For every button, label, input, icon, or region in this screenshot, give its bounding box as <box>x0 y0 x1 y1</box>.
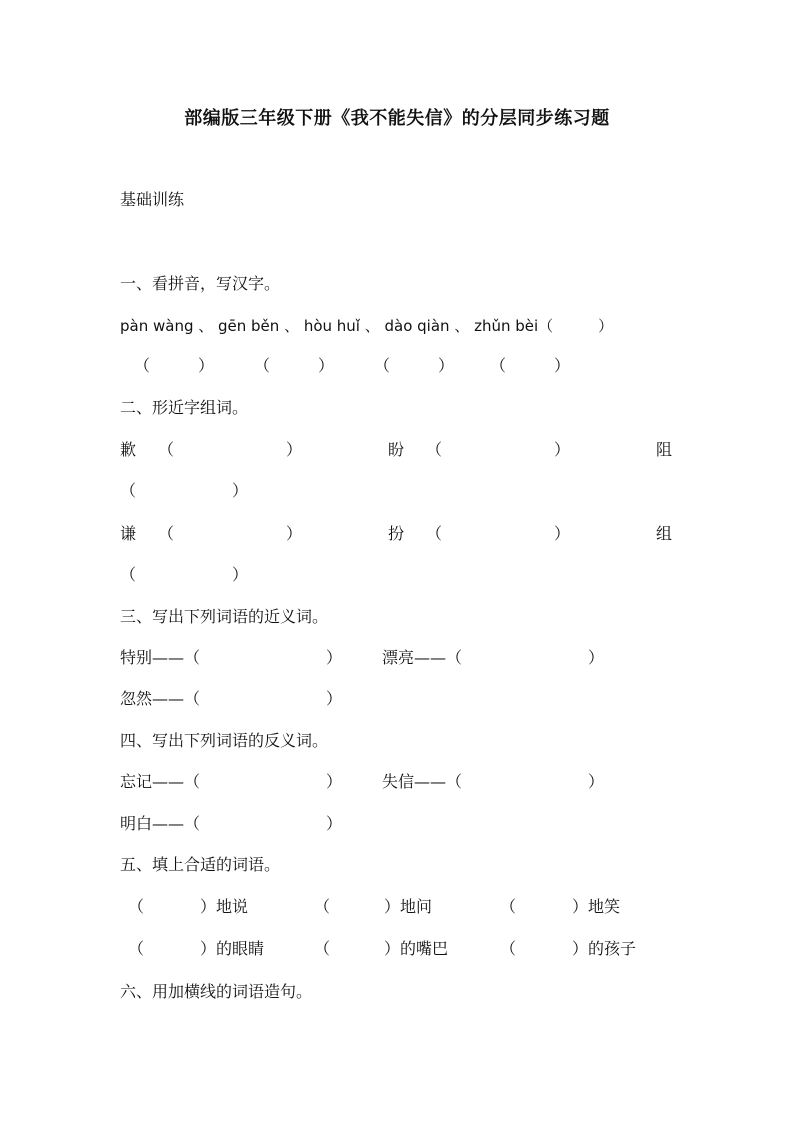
q2-char: 阻 <box>656 440 673 459</box>
page-title: 部编版三年级下册《我不能失信》的分层同步练习题 <box>184 108 610 129</box>
q3-close: ） <box>588 648 605 667</box>
q2-char: 歉 <box>120 440 137 459</box>
q1-heading: 一、看拼音，写汉字。 <box>120 274 281 293</box>
q4-heading: 四、写出下列词语的反义词。 <box>120 731 329 750</box>
q5-item: ）的嘴巴 <box>384 939 449 958</box>
q4-item: 忘记——（ <box>120 772 201 791</box>
q3-item: 忽然——（ <box>120 689 201 708</box>
q1-blank[interactable]: （ ） <box>254 356 335 375</box>
q2-blank[interactable]: （ ） <box>158 524 303 543</box>
q1-blank[interactable]: （ ） <box>134 356 215 375</box>
q5-item: ）地笑 <box>572 897 621 916</box>
q2-blank[interactable]: （ ） <box>426 524 571 543</box>
q4-close: ） <box>326 814 343 833</box>
q2-char: 组 <box>656 524 673 543</box>
q5-item: ）地说 <box>200 897 249 916</box>
q2-heading: 二、形近字组词。 <box>120 398 249 417</box>
q5-open: （ <box>500 939 517 958</box>
q4-item: 失信——（ <box>382 772 463 791</box>
q2-char: 谦 <box>120 524 137 543</box>
q2-blank[interactable]: （ ） <box>120 481 249 500</box>
q5-open: （ <box>500 897 517 916</box>
q4-close: ） <box>326 772 343 791</box>
section-basic-training: 基础训练 <box>120 190 185 209</box>
q5-item: ）的眼睛 <box>200 939 265 958</box>
q3-close: ） <box>326 689 343 708</box>
q3-item: 特别——（ <box>120 648 201 667</box>
q2-blank[interactable]: （ ） <box>120 565 249 584</box>
q5-heading: 五、填上合适的词语。 <box>120 855 281 874</box>
q5-open: （ <box>128 939 145 958</box>
q3-close: ） <box>326 648 343 667</box>
q2-blank[interactable]: （ ） <box>426 440 571 459</box>
q2-char: 盼 <box>388 440 405 459</box>
q5-open: （ <box>128 897 145 916</box>
q5-item: ）地问 <box>384 897 433 916</box>
q3-heading: 三、写出下列词语的近义词。 <box>120 607 329 626</box>
q2-blank[interactable]: （ ） <box>158 440 303 459</box>
q5-item: ）的孩子 <box>572 939 637 958</box>
q1-blank[interactable]: （ ） <box>490 356 571 375</box>
q1-pinyin-line: pàn wàng 、 gēn běn 、 hòu huǐ 、 dào qiàn 、 zhǔn bèi（ ） <box>120 317 614 335</box>
q1-blank[interactable]: （ ） <box>374 356 455 375</box>
q3-item: 漂亮——（ <box>382 648 463 667</box>
q5-open: （ <box>314 939 331 958</box>
q4-item: 明白——（ <box>120 814 201 833</box>
q5-open: （ <box>314 897 331 916</box>
q6-heading: 六、用加横线的词语造句。 <box>120 982 313 1001</box>
q2-char: 扮 <box>388 524 405 543</box>
q4-close: ） <box>588 772 605 791</box>
